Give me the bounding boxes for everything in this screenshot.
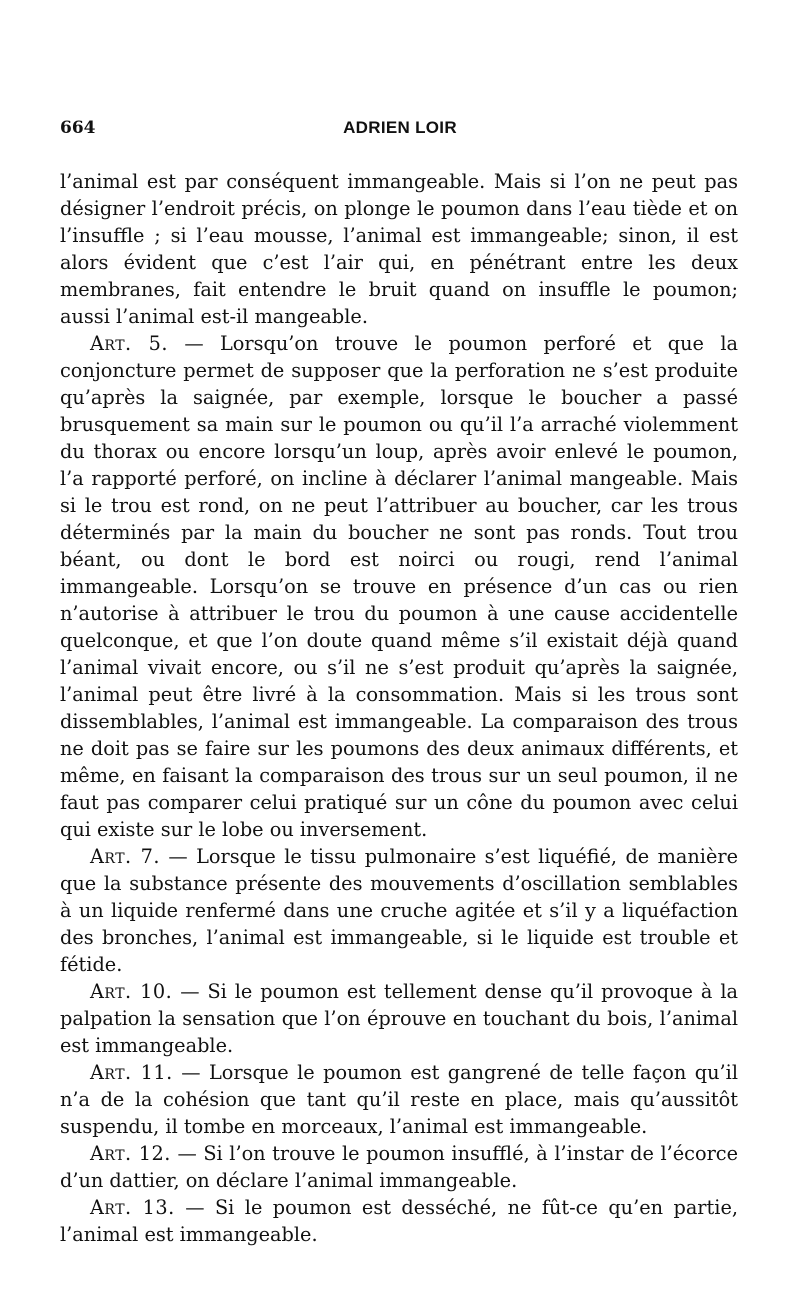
paragraph-text: l’animal est par conséquent immangeable. Mais si l’on ne peut pas désigner l’endroit précis, on plonge le poumon dans l’eau tiède et on l’insuffle ; si l’eau mousse, l’animal est immangeable; sinon, il est alors évident que c’est l’air qui, en pénétrant entre les deux membranes, fait entendre le bruit quand on insuffle le poumon; aussi l’animal est-il mangeable. <box>60 170 738 328</box>
body-text <box>60 168 738 1248</box>
article-10 <box>60 978 738 1059</box>
article-text: — Lorsque le tissu pulmonaire s’est liquéfié, de manière que la substance présente des mouvements d’oscillation semblables à un liquide renfermé dans une cruche agitée et s’il y a liquéfaction des bronches, l’animal est immangeable, si le liquide est trouble et fétide. <box>60 845 739 976</box>
article-7 <box>60 843 738 978</box>
article-label: Art. 13. <box>90 1196 175 1219</box>
article-text: — Lorsque le poumon est gangrené de telle façon qu’il n’a de la cohésion que tant qu’il reste en place, mais qu’aussitôt suspendu, il tombe en morceaux, l’animal est immangeable. <box>60 1061 739 1138</box>
page-header <box>60 118 740 144</box>
page-number: 664 <box>60 118 96 138</box>
article-label: Art. 5. <box>90 332 168 355</box>
article-label: Art. 10. <box>90 980 173 1003</box>
article-text: — Si le poumon est tellement dense qu’il provoque à la palpation la sensation que l’on éprouve en touchant du bois, l’animal est immangeable. <box>60 980 738 1057</box>
article-text: — Si le poumon est desséché, ne fût-ce qu’en partie, l’animal est immangeable. <box>60 1196 738 1246</box>
article-11 <box>60 1059 738 1140</box>
article-label: Art. 11. <box>90 1061 173 1084</box>
article-12 <box>60 1140 738 1194</box>
article-label: Art. 7. <box>90 845 160 868</box>
article-text: — Lorsqu’on trouve le poumon perforé et que la conjoncture permet de supposer que la perforation ne s’est produite qu’après la saignée, par exemple, lorsque le boucher a passé brusquement sa main sur le poumon ou qu’il l’a arraché violemment du thorax ou encore lorsqu’un loup, après avoir enlevé le poumon, l’a rapporté perforé, on incline à déclarer l’animal mangeable. Mais si le trou est rond, on ne peut l’attribuer au boucher, car les trous déterminés par la main du boucher ne sont pas ronds. Tout trou béant, ou dont le bord est noirci ou rougi, rend l’animal immangeable. Lorsqu’on se trouve en présence d’un cas ou rien n’autorise à attribuer le trou du poumon à une cause accidentelle quelconque, et que l’on doute quand même s’il existait déjà quand l’animal vivait encore, ou s’il ne s’est produit qu’après la saignée, l’animal peut être livré à la consommation. Mais si les trous sont dissemblables, l’animal est immangeable. La comparaison des trous ne doit pas se faire sur les poumons des deux animaux différents, et même, en faisant la comparaison des trous sur un seul poumon, il ne faut pas comparer celui pratiqué sur un cône du poumon avec celui qui existe sur le lobe ou inversement. <box>60 332 738 841</box>
paragraph-continued <box>60 168 738 330</box>
article-5 <box>60 330 738 843</box>
article-13 <box>60 1194 738 1248</box>
running-head: ADRIEN LOIR <box>343 118 457 137</box>
article-label: Art. 12. <box>90 1142 171 1165</box>
article-text: — Si l’on trouve le poumon insufflé, à l’instar de l’écorce d’un dattier, on déclare l’animal immangeable. <box>60 1142 738 1192</box>
